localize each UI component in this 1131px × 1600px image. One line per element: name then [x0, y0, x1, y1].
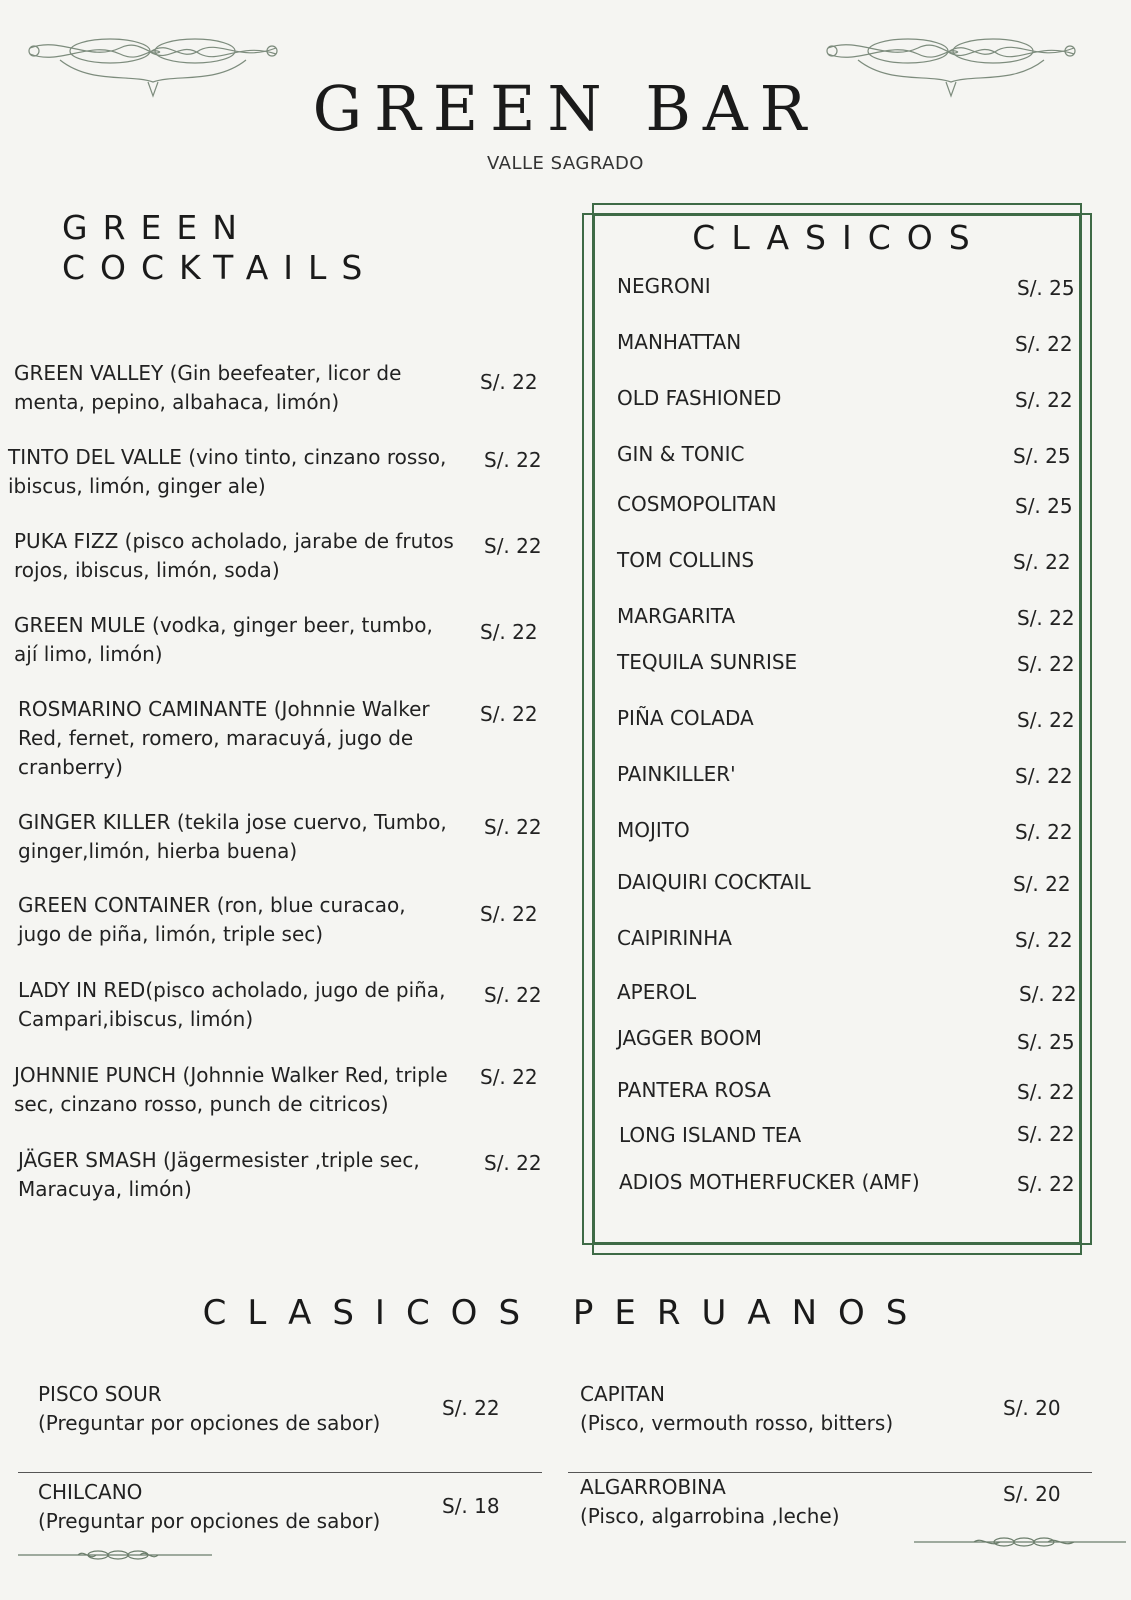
clasico-price: S/. 22 [1015, 764, 1073, 788]
clasico-price: S/. 22 [1013, 550, 1071, 574]
green-cocktails-heading-line1: GREEN [62, 208, 252, 247]
clasico-name: LONG ISLAND TEA [619, 1123, 802, 1147]
clasico-name: MARGARITA [617, 604, 736, 628]
clasico-price: S/. 25 [1013, 444, 1071, 468]
green-cocktail-text: GREEN VALLEY (Gin beefeater, licor de menta, pepino, albahaca, limón) [14, 361, 402, 414]
green-cocktail-text: GREEN CONTAINER (ron, blue curacao, jugo de piña, limón, triple sec) [18, 893, 406, 946]
green-cocktail-price: S/. 22 [480, 902, 538, 926]
peruano-price: S/. 22 [442, 1396, 500, 1420]
green-cocktail-price: S/. 22 [480, 370, 538, 394]
green-cocktail-price: S/. 22 [480, 702, 538, 726]
peruano-name: CAPITAN [580, 1382, 665, 1406]
green-cocktail-text: ROSMARINO CAMINANTE (Johnnie Walker Red, fernet, romero, maracuyá, jugo de cranberry) [18, 697, 430, 779]
divider [18, 1472, 542, 1473]
green-cocktail-text: LADY IN RED(pisco acholado, jugo de piña, Campari,ibiscus, limón) [18, 978, 446, 1031]
page-title: GREEN BAR [312, 72, 819, 145]
green-cocktails-heading-line2: COCKTAILS [62, 248, 378, 287]
clasico-name: COSMOPOLITAN [617, 492, 777, 516]
clasico-price: S/. 22 [1017, 1172, 1075, 1196]
green-cocktail-text: PUKA FIZZ (pisco acholado, jarabe de frutos rojos, ibiscus, limón, soda) [14, 529, 454, 582]
clasico-name: NEGRONI [617, 274, 711, 298]
peruano-item [580, 1473, 840, 1531]
clasico-name: MOJITO [617, 818, 690, 842]
peruano-name: ALGARROBINA [580, 1475, 726, 1499]
clasico-price: S/. 22 [1019, 982, 1077, 1006]
clasico-price: S/. 22 [1017, 652, 1075, 676]
peruano-price: S/. 20 [1003, 1482, 1061, 1506]
clasicos-heading: CLASICOS [692, 218, 986, 257]
ornament-bottom-right [914, 1535, 1126, 1549]
green-cocktail-text: TINTO DEL VALLE (vino tinto, cinzano rosso, ibiscus, limón, ginger ale) [8, 445, 447, 498]
green-cocktails-heading [62, 208, 377, 288]
clasico-price: S/. 22 [1017, 1122, 1075, 1146]
green-cocktail-text: GREEN MULE (vodka, ginger beer, tumbo, ají limo, limón) [14, 613, 433, 666]
green-cocktail-item [18, 1146, 448, 1204]
clasico-price: S/. 25 [1017, 1030, 1075, 1054]
clasico-price: S/. 22 [1015, 928, 1073, 952]
clasico-name: GIN & TONIC [617, 442, 745, 466]
peruano-item [38, 1380, 380, 1438]
clasico-name: PAINKILLER' [617, 762, 736, 786]
clasico-price: S/. 22 [1015, 820, 1073, 844]
green-cocktail-price: S/. 22 [480, 1065, 538, 1089]
clasico-price: S/. 22 [1013, 872, 1071, 896]
clasico-name: ADIOS MOTHERFUCKER (AMF) [619, 1170, 920, 1194]
clasicos-peruanos-heading: CLASICOS PERUANOS [202, 1293, 929, 1333]
peruano-name: PISCO SOUR [38, 1382, 162, 1406]
peruano-item [580, 1380, 893, 1438]
clasico-price: S/. 25 [1017, 276, 1075, 300]
clasico-price: S/. 22 [1015, 332, 1073, 356]
green-cocktail-item [18, 976, 468, 1034]
green-cocktail-price: S/. 22 [484, 815, 542, 839]
clasico-name: APEROL [617, 980, 697, 1004]
green-cocktail-item [18, 891, 438, 949]
clasico-price: S/. 22 [1017, 1080, 1075, 1104]
clasico-price: S/. 22 [1017, 708, 1075, 732]
page-subtitle: VALLE SAGRADO [487, 153, 644, 174]
clasico-name: MANHATTAN [617, 330, 742, 354]
ornament-bottom-left [18, 1548, 212, 1562]
clasico-price: S/. 22 [1017, 606, 1075, 630]
clasico-name: PANTERA ROSA [617, 1078, 771, 1102]
peruano-desc: (Pisco, algarrobina ,leche) [580, 1504, 840, 1528]
clasico-name: CAIPIRINHA [617, 926, 732, 950]
green-cocktail-item [14, 527, 474, 585]
clasico-name: DAIQUIRI COCKTAIL [617, 870, 811, 894]
peruano-price: S/. 18 [442, 1494, 500, 1518]
green-cocktail-item [18, 695, 468, 782]
clasico-name: TEQUILA SUNRISE [617, 650, 798, 674]
peruano-desc: (Preguntar por opciones de sabor) [38, 1411, 381, 1435]
green-cocktail-price: S/. 22 [484, 983, 542, 1007]
green-cocktail-item [18, 808, 468, 866]
green-cocktail-price: S/. 22 [484, 534, 542, 558]
clasico-name: TOM COLLINS [617, 548, 755, 572]
peruano-desc: (Preguntar por opciones de sabor) [38, 1509, 381, 1533]
green-cocktail-text: JOHNNIE PUNCH (Johnnie Walker Red, triple sec, cinzano rosso, punch de citricos) [14, 1063, 448, 1116]
peruano-desc: (Pisco, vermouth rosso, bitters) [580, 1411, 894, 1435]
green-cocktail-item [14, 359, 444, 417]
green-cocktail-price: S/. 22 [480, 620, 538, 644]
green-cocktail-item [14, 611, 459, 669]
peruano-price: S/. 20 [1003, 1396, 1061, 1420]
peruano-item [38, 1478, 380, 1536]
peruano-name: CHILCANO [38, 1480, 143, 1504]
clasico-name: JAGGER BOOM [617, 1026, 762, 1050]
clasico-name: PIÑA COLADA [617, 706, 754, 730]
green-cocktail-price: S/. 22 [484, 1151, 542, 1175]
clasico-price: S/. 25 [1015, 494, 1073, 518]
clasico-name: OLD FASHIONED [617, 386, 782, 410]
green-cocktail-text: GINGER KILLER (tekila jose cuervo, Tumbo, ginger,limón, hierba buena) [18, 810, 447, 863]
green-cocktail-item [14, 1061, 464, 1119]
clasico-price: S/. 22 [1015, 388, 1073, 412]
green-cocktail-text: JÄGER SMASH (Jägermesister ,triple sec, Maracuya, limón) [18, 1148, 420, 1201]
green-cocktail-item [8, 443, 468, 501]
green-cocktail-price: S/. 22 [484, 448, 542, 472]
